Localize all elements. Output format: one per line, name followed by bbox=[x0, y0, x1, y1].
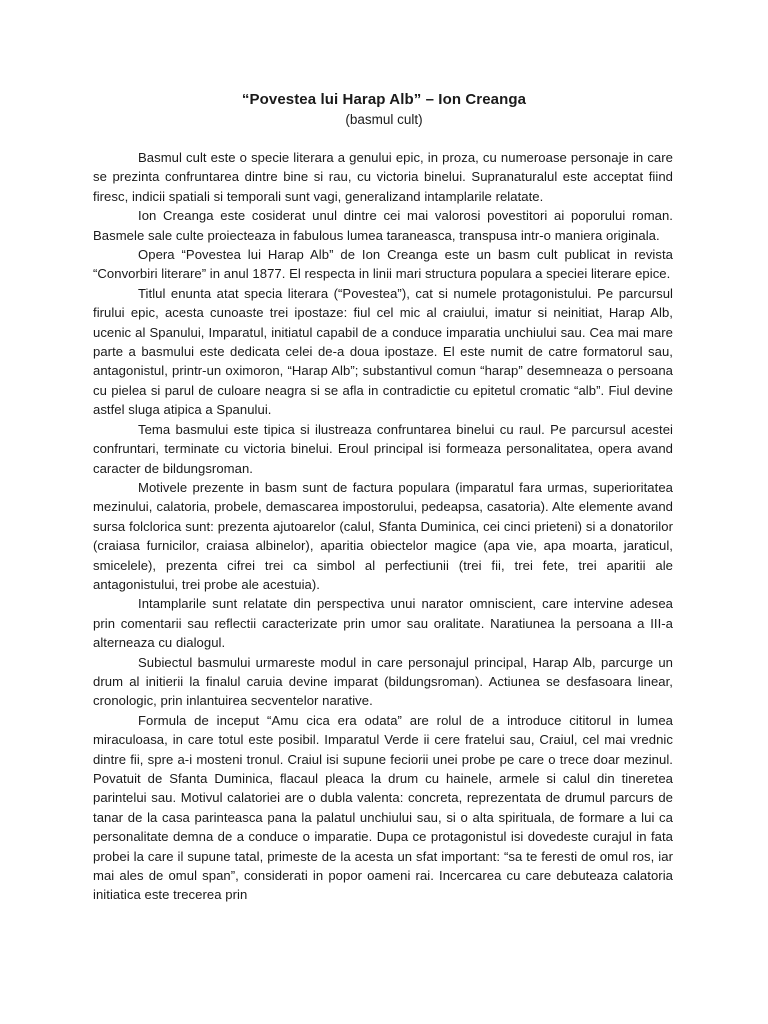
paragraph: Subiectul basmului urmareste modul in care personajul principal, Harap Alb, parcurge un drum al initierii la finalul caruia devine imparat (bildungsroman). Actiunea se desfasoara linear, cronologic, prin inlantuirea secventelor narative. bbox=[93, 654, 673, 709]
paragraph: Opera “Povestea lui Harap Alb” de Ion Creanga este un basm cult publicat in revista “Convorbiri literare” in anul 1877. El respecta in linii mari structura populara a speciei literare epice. bbox=[93, 247, 673, 282]
paragraph: Tema basmului este tipica si ilustreaza confruntarea binelui cu raul. Pe parcursul acestei confruntari, terminate cu victoria binelui. Eroul principal isi formeaza personalitatea, opera avand caracter de bildungsroman. bbox=[93, 421, 673, 476]
paragraph: Intamplarile sunt relatate din perspectiva unui narator omniscient, care intervine adesea prin comentarii sau reflectii caracterizate prin umor sau oralitate. Naratiunea la persoana a III-a alterneaza cu dialogul. bbox=[93, 596, 673, 651]
document-title: “Povestea lui Harap Alb” – Ion Creanga bbox=[241, 91, 527, 108]
paragraph: Titlul enunta atat specia literara (“Povestea”), cat si numele protagonistului. Pe parcursul firului epic, acesta cunoaste trei ipostaze: fiul cel mic al craiului, imatur si neinitiat, Harap Alb, ucenic al Spanului, Imparatul, initiatul capabil de a conduce imparatia unchiului sau. Cea mai mare parte a basmului este dedicata celei de-a doua ipostaze. El este numit de catre formatorul sau, antagonistul, printr-un oximoron, “Harap Alb”; substantivul comun “harap” desemneaza o persoana cu pielea si parul de culoare neagra si se afla in contradictie cu epitetul cromatic “alb”. Fiul devine astfel sluga atipica a Spanului. bbox=[93, 285, 673, 418]
paragraph: Formula de inceput “Amu cica era odata” are rolul de a introduce cititorul in lumea miraculoasa, in care totul este posibil. Imparatul Verde ii cere fratelui sau, Craiul, cel mai vrednic dintre fii, spre a-i mosteni tronul. Craiul isi supune feciorii unei probe pe care o trece doar mezinul. Povatuit de Sfanta Duminica, flacaul pleaca la drum cu hainele, armele si calul din tineretea parintelui sau. Motivul calatoriei are o dubla valenta: concreta, reprezentata de drumul parcurs de tanar de la casa parinteasca pana la palatul unchiului sau, si o alta spirituala, de formare a lui ca personalitate demna de a conduce o imparatie. Dupa ce protagonistul isi dovedeste curajul in fata probei la care il supune tatal, primeste de la acesta un sfat important: “sa te feresti de omul ros, iar mai ales de omul span”, considerati in popor oameni rai. Incercarea cu care debuteaza calatoria initiatica este trecerea prin bbox=[93, 712, 673, 903]
paragraph: Ion Creanga este cosiderat unul dintre cei mai valorosi povestitori ai poporului roman. Basmele sale culte proiecteaza in fabulous lumea taraneasca, transpusa intr-o maniera originala. bbox=[93, 208, 673, 243]
document-body bbox=[93, 148, 673, 905]
paragraph: Motivele prezente in basm sunt de factura populara (imparatul fara urmas, superioritatea mezinului, calatoria, probele, demascarea impostorului, pedeapsa, casatoria). Alte elemente avand sursa folclorica sunt: prezenta ajutoarelor (calul, Sfanta Duminica, cei cinci prieteni) si a donatorilor (craiasa furnicilor, craiasa albinelor), aparitia obiectelor magice (apa vie, apa moarta, jaraticul, smicelele), prezenta cifrei trei ca simbol al perfectiunii (trei fii, trei fete, trei aparitii ale antagonistului, trei probe ale acestuia). bbox=[93, 479, 673, 592]
paragraph: Basmul cult este o specie literara a genului epic, in proza, cu numeroase personaje in care se prezinta confruntarea dintre bine si rau, cu victoria binelui. Supranaturalul este acceptat fiind firesc, indicii spatiali si temporali sunt vagi, generalizand intamplarile relatate. bbox=[93, 150, 673, 204]
document-subtitle: (basmul cult) bbox=[345, 112, 423, 127]
